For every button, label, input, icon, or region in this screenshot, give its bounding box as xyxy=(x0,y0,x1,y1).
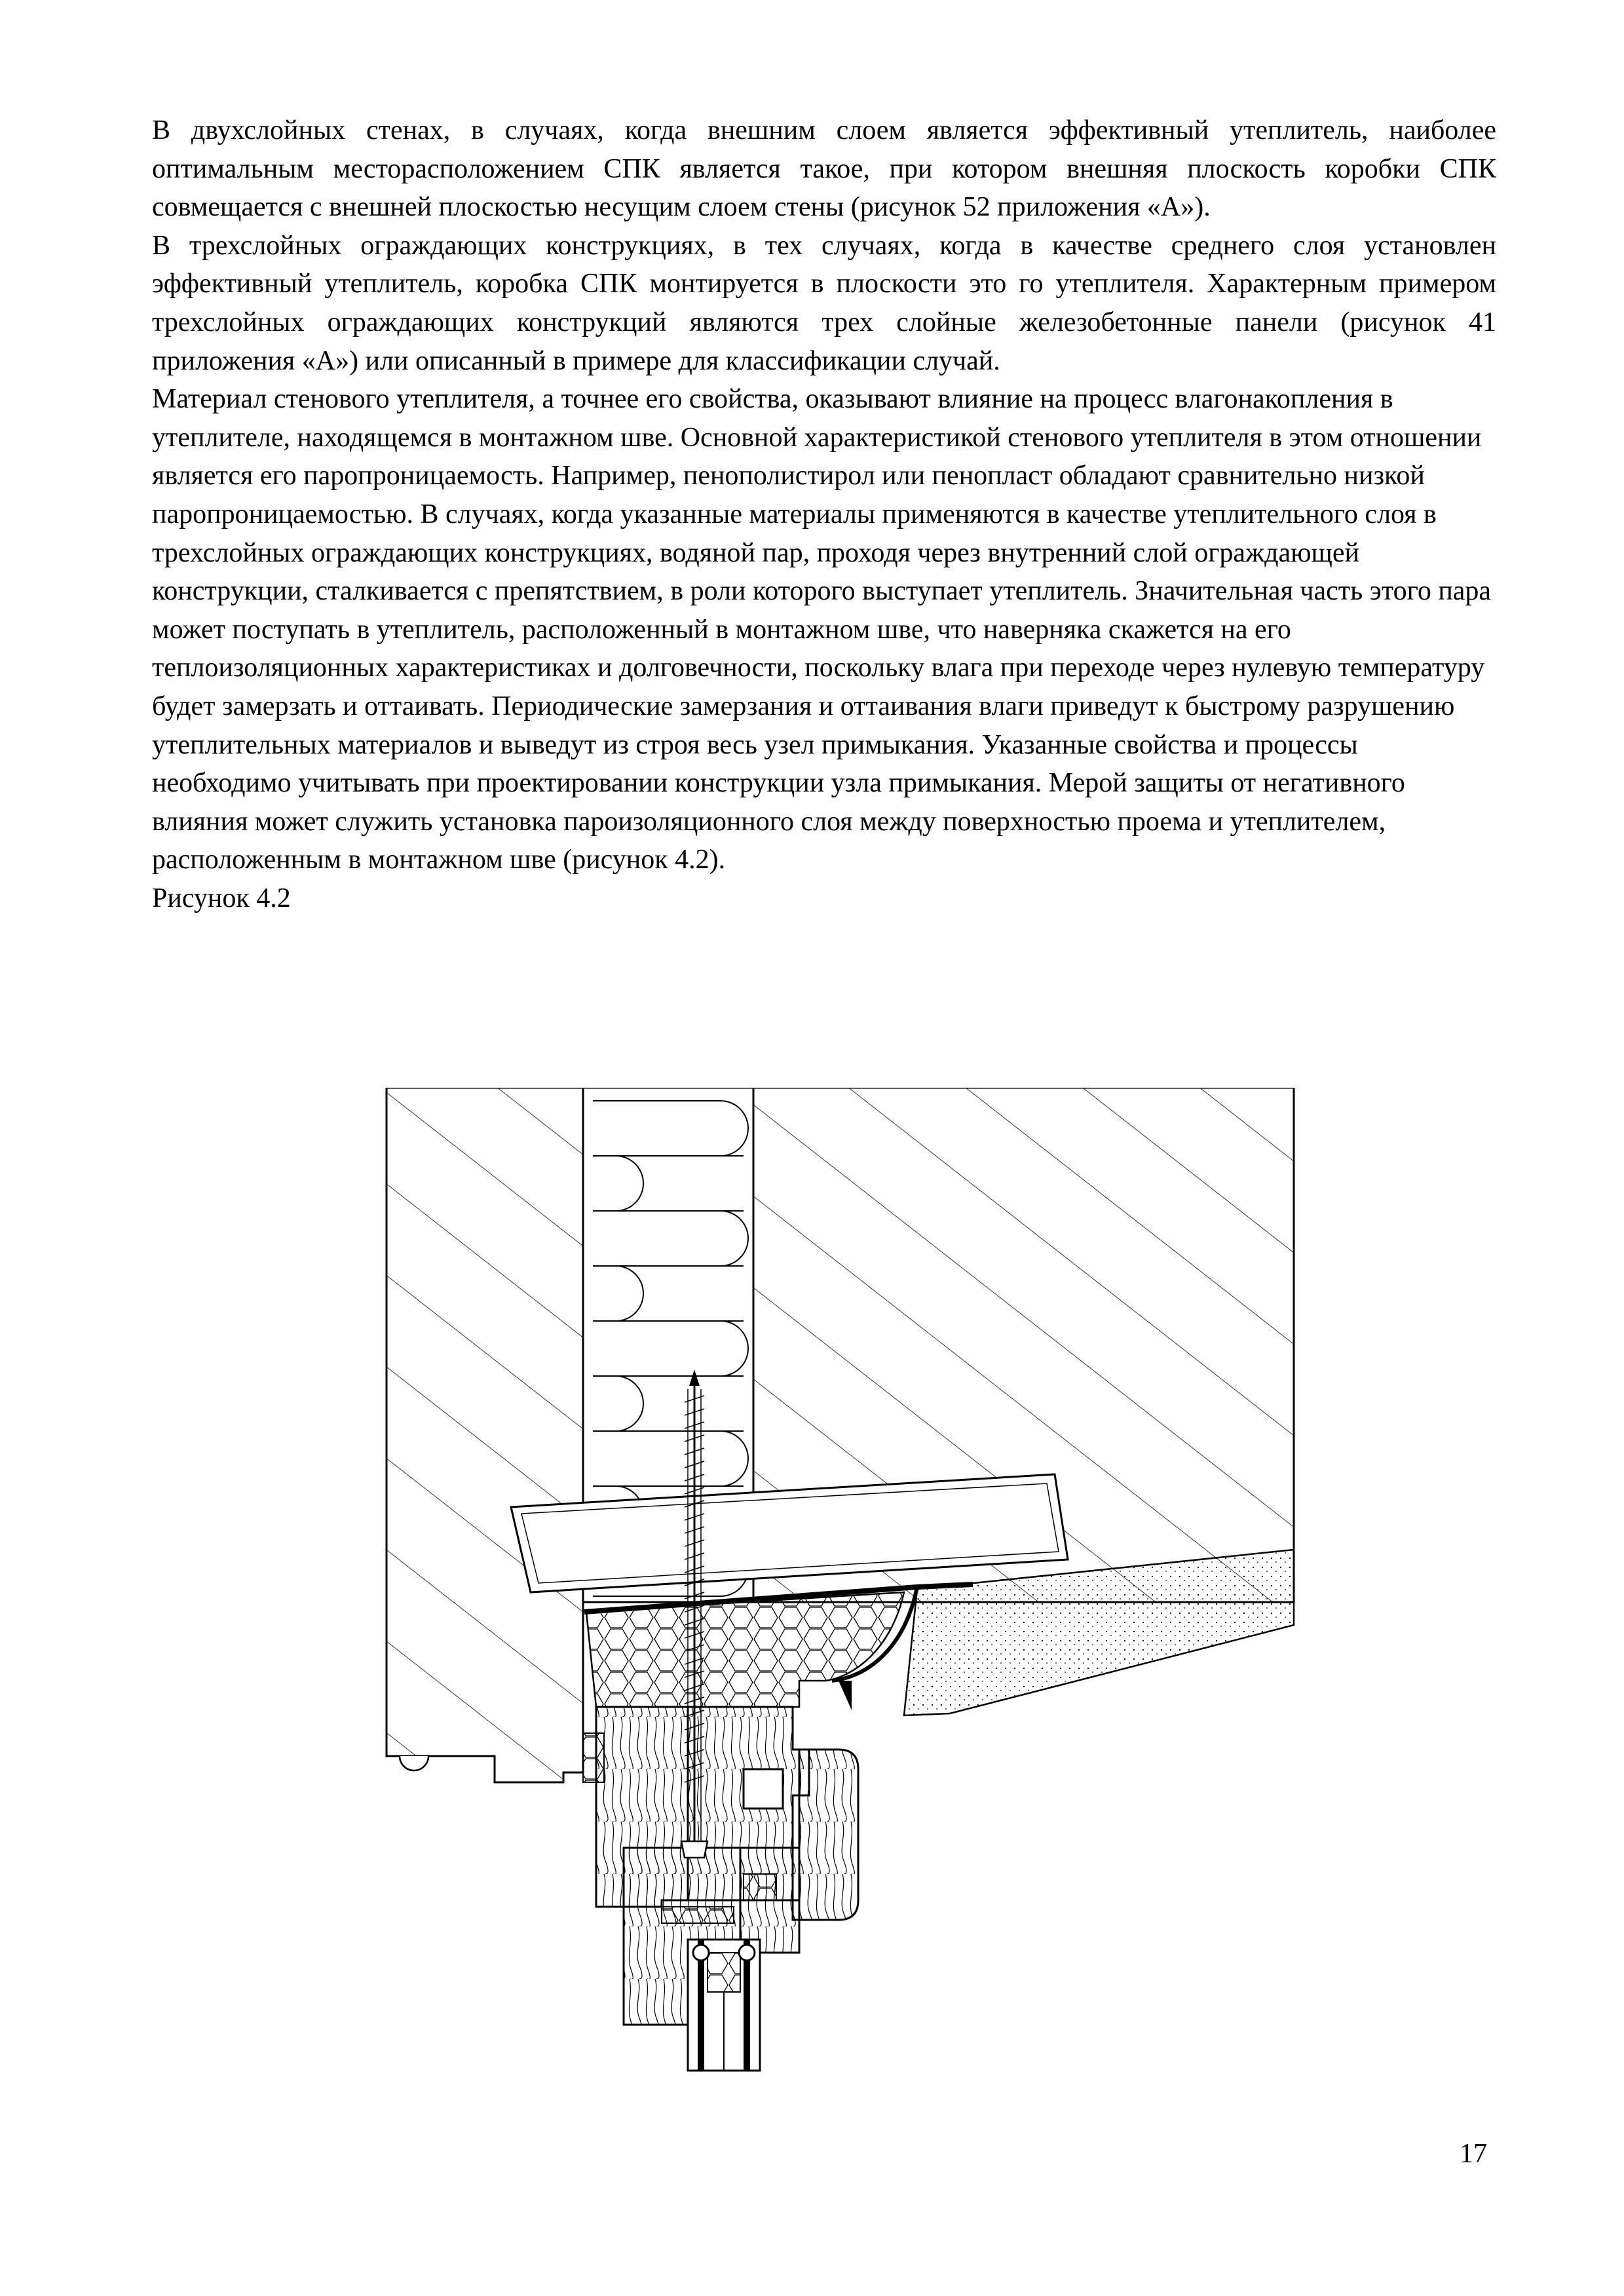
figure-caption: Рисунок 4.2 xyxy=(152,883,291,913)
window-junction-drawing xyxy=(380,1088,1323,2090)
paragraph-two-layer-walls: В двухслойных стенах, в случаях, когда внешним слоем является эффективный утеплитель, наиболее оптимальным месторасположением СПК является такое, при котором внешняя плоскость коробки СПК совмещается с внешней плоскостью несущим слоем стены (рисунок 52 приложения «А»). xyxy=(152,115,1496,223)
glazing-unit xyxy=(688,1940,760,2071)
paragraph-insulation-material: Материал стенового утеплителя, а точнее его свойства, оказывают влияние на процесс влагонакопления в утеплителе, находящемся в монтажном шве. Основной характеристикой стенового утеплителя в этом отношении является его паропроницаемость. Например, пенополистирол или пенопласт обладают сравнительно низкой паропроницаемостью. В случаях, когда указанные материалы применяются в качестве утеплительного слоя в трехслойных ограждающих конструкциях, водяной пар, проходя через внутренний слой ограждающей конструкции, сталкивается с препятствием, в роли которого выступает утеплитель. Значительная часть этого пара может поступать в утеплитель, расположенный в монтажном шве, что наверняка скажется на его теплоизоляционных характеристиках и долговечности, поскольку влага при переходе через нулевую температуру будет замерзать и оттаивать. Периодические замерзания и оттаивания влаги приведут к быстрому разрушению утеплительных материалов и выведут из строя весь узел примыкания. Указанные свойства и процессы необходимо учитывать при проектировании конструкции узла примыкания. Мерой защиты от негативного влияния может служить установка пароизоляционного слоя между поверхностью проема и утеплителем, расположенным в монтажном шве (рисунок 4.2). xyxy=(152,384,1492,875)
page-number: 17 xyxy=(1460,2139,1487,2169)
body-text xyxy=(152,111,1496,917)
inner-wall-layer xyxy=(387,1088,604,1782)
paragraph-three-layer-walls: В трехслойных ограждающих конструкциях, в тех случаях, когда в качестве среднего слоя установлен эффективный утеплитель, коробка СПК монтируется в плоскости это го утеплителя. Характерным примером трехслойных ограждающих конструкций являются трех слойные железобетонные панели (рисунок 41 приложения «А») или описанный в примере для классификации случай. xyxy=(152,230,1496,376)
